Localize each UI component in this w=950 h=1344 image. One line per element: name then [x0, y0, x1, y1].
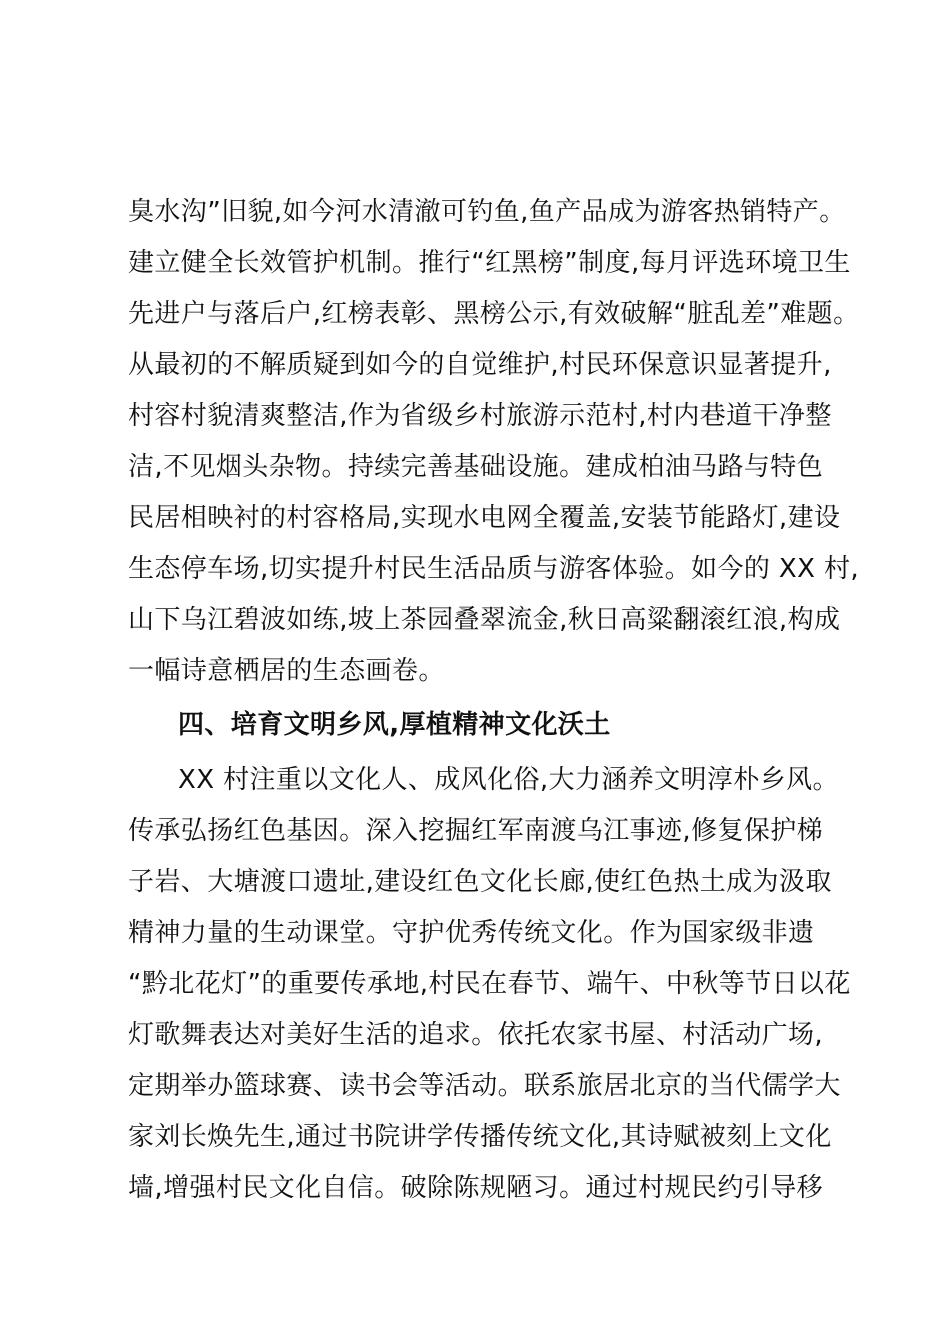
paragraph-line: “黔北花灯”的重要传承地,村民在春节、端午、中秋等节日以花: [128, 969, 851, 999]
paragraph-line: 家刘长焕先生,通过书院讲学传播传统文化,其诗赋被刻上文化: [128, 1122, 832, 1152]
paragraph-line: XX 村注重以文化人、成风化俗,大力涵养文明淳朴乡风。: [178, 765, 839, 795]
paragraph-line: 臭水沟”旧貌,如今河水清澈可钓鱼,鱼产品成为游客热销特产。: [128, 197, 846, 227]
section-heading: 四、培育文明乡风,厚植精神文化沃土: [178, 710, 611, 740]
paragraph-line: 墙,增强村民文化自信。破除陈规陋习。通过村规民约引导移: [128, 1173, 824, 1203]
paragraph-line: 灯歌舞表达对美好生活的追求。依托农家书屋、村活动广场,: [128, 1020, 824, 1050]
paragraph-line: 子岩、大塘渡口遗址,建设红色文化长廊,使红色热土成为汲取: [128, 867, 832, 897]
paragraph-line: 精神力量的生动课堂。守护优秀传统文化。作为国家级非遗: [128, 918, 815, 948]
paragraph-line: 建立健全长效管护机制。推行“红黑榜”制度,每月评选环境卫生: [128, 248, 851, 278]
paragraph-line: 山下乌江碧波如练,坡上茶园叠翠流金,秋日高粱翻滚红浪,构成: [128, 605, 841, 635]
paragraph-line: 从最初的不解质疑到如今的自觉维护,村民环保意识显著提升,: [128, 350, 832, 380]
paragraph-line: 先进户与落后户,红榜表彰、黑榜公示,有效破解“脏乱差”难题。: [128, 299, 860, 329]
paragraph-line: 生态停车场,切实提升村民生活品质与游客体验。如今的 XX 村,: [128, 554, 860, 584]
paragraph-line: 村容村貌清爽整洁,作为省级乡村旅游示范村,村内巷道干净整: [128, 401, 832, 431]
paragraph-line: 传承弘扬红色基因。深入挖掘红军南渡乌江事迹,修复保护梯: [128, 816, 824, 846]
paragraph-line: 民居相映衬的村容格局,实现水电网全覆盖,安装节能路灯,建设: [128, 503, 841, 533]
paragraph-line: 一幅诗意栖居的生态画卷。: [128, 656, 445, 686]
paragraph-line: 定期举办篮球赛、读书会等活动。联系旅居北京的当代儒学大: [128, 1071, 841, 1101]
paragraph-line: 洁,不见烟头杂物。持续完善基础设施。建成柏油马路与特色: [128, 452, 824, 482]
